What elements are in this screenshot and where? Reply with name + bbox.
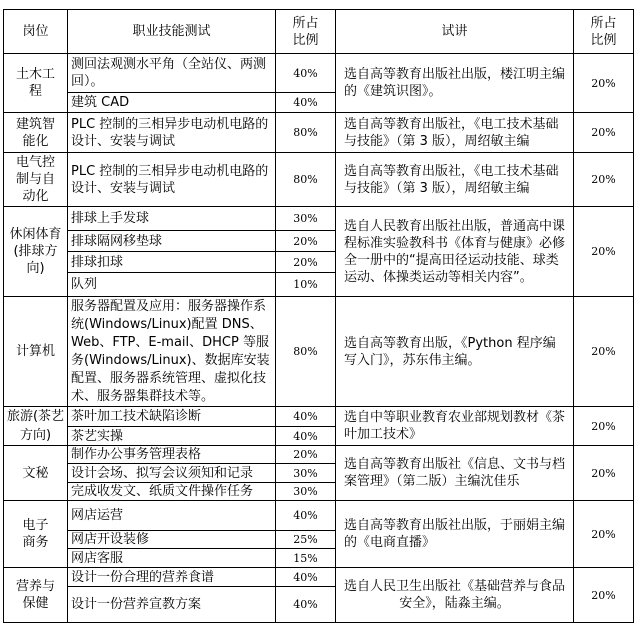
- skill-cell: PLC 控制的三相异步电动机电路的设计、安装与调试: [68, 113, 276, 153]
- skill-ratio: 40%: [276, 501, 336, 531]
- skill-cell: 设计一份合理的营养食谱: [68, 568, 276, 587]
- skill-ratio: 40%: [276, 93, 336, 113]
- lecture-cell: 选自中等职业教育农业部规划教材《茶叶加工技术》: [336, 407, 574, 446]
- skill-ratio: 40%: [276, 407, 336, 427]
- post-cell: 营养与保健: [4, 568, 68, 623]
- skill-ratio: 30%: [276, 464, 336, 483]
- skill-ratio: 30%: [276, 207, 336, 231]
- skill-cell: PLC 控制的三相异步电动机电路的设计、安装与调试: [68, 153, 276, 207]
- skill-ratio: 40%: [276, 54, 336, 93]
- skill-cell: 网店客服: [68, 549, 276, 568]
- lecture-cell: 选自高等教育出版社出版，楼江明主编的《建筑识图》。: [336, 54, 574, 113]
- table-row: [4, 297, 634, 407]
- header-ratio: 所占比例: [276, 10, 336, 54]
- skill-cell: 完成收发文、纸质文件操作任务: [68, 483, 276, 501]
- table-row: [4, 407, 634, 427]
- skill-ratio: 80%: [276, 113, 336, 153]
- skill-ratio: 40%: [276, 427, 336, 446]
- lecture-cell: 选自人民卫生出版社《基础营养与食品安全》，陆淼主编。: [336, 568, 574, 623]
- post-cell: 电子商务: [4, 501, 68, 568]
- post-cell: 电气控制与自动化: [4, 153, 68, 207]
- exam-table: [3, 9, 634, 623]
- lecture-ratio: 20%: [574, 297, 634, 407]
- table-row: [4, 207, 634, 231]
- skill-ratio: 30%: [276, 483, 336, 501]
- header-post: 岗位: [4, 10, 68, 54]
- skill-cell: 设计一份营养宣教方案: [68, 587, 276, 623]
- lecture-cell: 选自高等教育出版社，《电工技术基础与技能》（第 3 版），周绍敏主编: [336, 113, 574, 153]
- post-cell: 建筑智能化: [4, 113, 68, 153]
- table-row: [4, 113, 634, 153]
- skill-ratio: 80%: [276, 297, 336, 407]
- post-cell: 休闲体育(排球方向): [4, 207, 68, 297]
- skill-ratio: 10%: [276, 273, 336, 297]
- lecture-cell: 选自人民教育出版社出版，普通高中课程标准实验教科书《体育与健康》必修全一册中的“提高田径运动技能、球类运动、体操类运动等相关内容”。: [336, 207, 574, 297]
- post-cell: 文秘: [4, 446, 68, 501]
- lecture-ratio: 20%: [574, 54, 634, 113]
- skill-ratio: 40%: [276, 568, 336, 587]
- skill-ratio: 20%: [276, 446, 336, 464]
- skill-cell: 服务器配置及应用：服务器操作系统(Windows/Linux)配置 DNS、Web、FTP、E-mail、DHCP 等服务(Windows/Linux)、数据库安装配置、服务器系统管理、虚拟化技术、服务器集群技术等。: [68, 297, 276, 407]
- skill-ratio: 20%: [276, 231, 336, 252]
- header-lecture-ratio: 所占比例: [574, 10, 634, 54]
- header-lecture: 试讲: [336, 10, 574, 54]
- skill-cell: 茶艺实操: [68, 427, 276, 446]
- lecture-cell: 选自高等教育出版社出版，于丽娟主编的《电商直播》: [336, 501, 574, 568]
- table-row: [4, 54, 634, 93]
- table-row: [4, 568, 634, 587]
- skill-ratio: 15%: [276, 549, 336, 568]
- skill-cell: 测回法观测水平角（全站仪、两测回）。: [68, 54, 276, 93]
- lecture-ratio: 20%: [574, 501, 634, 568]
- header-row: [4, 10, 634, 54]
- lecture-ratio: 20%: [574, 113, 634, 153]
- skill-cell: 建筑 CAD: [68, 93, 276, 113]
- table-row: [4, 446, 634, 464]
- lecture-cell: 选自高等教育出版社，《电工技术基础与技能》（第 3 版），周绍敏主编: [336, 153, 574, 207]
- lecture-cell: 选自高等教育出版，《Python 程序编写入门》，苏东伟主编。: [336, 297, 574, 407]
- skill-cell: 排球隔网移垫球: [68, 231, 276, 252]
- table-row: [4, 153, 634, 207]
- skill-ratio: 80%: [276, 153, 336, 207]
- skill-cell: 制作办公事务管理表格: [68, 446, 276, 464]
- table-row: [4, 501, 634, 531]
- lecture-ratio: 20%: [574, 207, 634, 297]
- skill-cell: 网店开设装修: [68, 531, 276, 549]
- skill-ratio: 40%: [276, 587, 336, 623]
- lecture-ratio: 20%: [574, 153, 634, 207]
- skill-cell: 网店运营: [68, 501, 276, 531]
- post-cell: 土木工程: [4, 54, 68, 113]
- skill-cell: 排球上手发球: [68, 207, 276, 231]
- skill-cell: 排球扣球: [68, 252, 276, 273]
- skill-ratio: 20%: [276, 252, 336, 273]
- lecture-ratio: 20%: [574, 407, 634, 446]
- skill-cell: 队列: [68, 273, 276, 297]
- lecture-ratio: 20%: [574, 568, 634, 623]
- skill-cell: 茶叶加工技术缺陷诊断: [68, 407, 276, 427]
- post-cell: 计算机: [4, 297, 68, 407]
- post-cell: 旅游(茶艺方向): [4, 407, 68, 446]
- header-skill-test: 职业技能测试: [68, 10, 276, 54]
- skill-cell: 设计会场、拟写会议须知和记录: [68, 464, 276, 483]
- lecture-ratio: 20%: [574, 446, 634, 501]
- skill-ratio: 25%: [276, 531, 336, 549]
- lecture-cell: 选自高等教育出版社《信息、文书与档案管理》（第二版）主编沈佳乐: [336, 446, 574, 501]
